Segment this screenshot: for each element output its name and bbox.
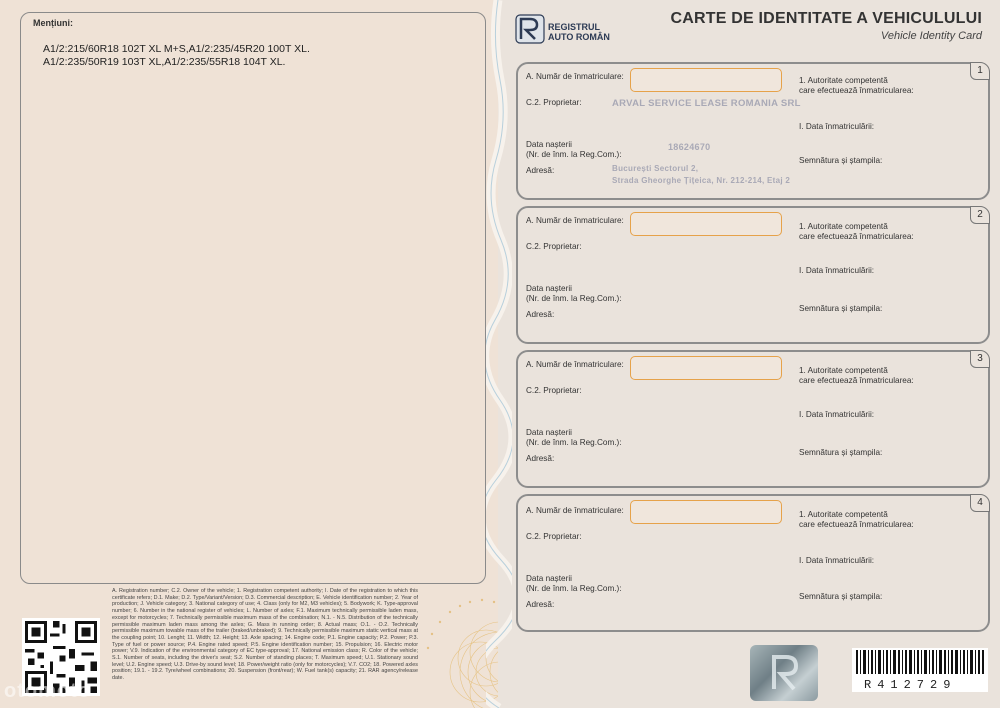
reg-date-label: I. Data înmatriculării: — [799, 266, 875, 275]
reg-com-value: 18624670 — [668, 142, 711, 152]
reg-number-field — [630, 68, 782, 92]
mentiuni-title: Mențiuni: — [33, 18, 73, 28]
reg-number-label: A. Număr de înmatriculare: — [526, 216, 624, 225]
address-label: Adresă: — [526, 310, 555, 319]
signature-label: Semnătura și ștampila: — [799, 304, 883, 313]
watermark: otomoto — [4, 680, 91, 702]
reg-number-label: A. Număr de înmatriculare: — [526, 506, 624, 515]
registration-card-1 — [516, 62, 990, 200]
owner-value: ARVAL SERVICE LEASE ROMANIA SRL — [612, 98, 801, 109]
address-line1: București Sectorul 2, — [612, 164, 699, 173]
card-number: 2 — [970, 206, 990, 224]
document-title: CARTE DE IDENTITATE A VEHICULULUI — [670, 10, 982, 27]
authority-label: 1. Autoritate competentă care efectuează înmatricularea: — [799, 76, 914, 95]
address-label: Adresă: — [526, 600, 555, 609]
card-number: 3 — [970, 350, 990, 368]
birth-date-label: Data nașterii (Nr. de înm. la Reg.Com.): — [526, 428, 622, 447]
address-line2: Strada Gheorghe Țițeica, Nr. 212-214, Etaj 2 — [612, 176, 791, 185]
mentiuni-text — [43, 43, 310, 69]
reg-date-label: I. Data înmatriculării: — [799, 410, 875, 419]
logo-text — [548, 22, 610, 42]
owner-label: C.2. Proprietar: — [526, 242, 582, 251]
page-divider — [486, 0, 512, 708]
owner-label: C.2. Proprietar: — [526, 98, 582, 107]
owner-label: C.2. Proprietar: — [526, 532, 582, 541]
field-legend: A. Registration number; C.2. Owner of the vehicle; 1. Registration competent authority; I. Date of the registration to which this certificate refers; D.1. Make; D.2. Type/Variant/Version; D.3. Commercial description; E. Vehicle identification number; 2. Year of production; J. Vehicle category; 3. National category of use; 4. Class (only for M2, M3 vehicles); 5. Bodywork; K. Type-approval number; 6. Number in the national register of vehicles; L. Number of axles; F.1. Maximum technically permissible laden mass, except for motorcycles; 7. Technically permissible maximum mass of the combination; N.1. - N.5. Distribution of the technically permissible maximum laden mass among the axles; G. Mass in running order; 8. Actual mass; O.1. - O.2. Technically permissible maximum towable mass of the trailer (braked/unbraked); 9. Technically permissible maximum static vertical mass at the coupling point; 10. Lenght; 11. Width; 12. Height; 13. Axle spacing; 14. Engine code; P.1. Engine capacity; P.2. Power; P.3. Type of fuel or power source; P.4. Engine rated speed; P.5. Engine identification number; 15. Propulsion; 16. Electric motor power; V.9. Indication of the environmental category of EC type-approval; 17. National emission class; R. Color of the vehicle; S.1. Number of seats, including the driver's seat; S.2. Number of standing places; T. Maximum speed; U.1. Stationary sound level; U.2. Engine speed; U.3. Drive-by sound level; 18. Power/weight ratio (only for motorcycles); V.7. CO2; 18. Powered axles position; 19.1. - 19.2. Tyre/wheel combinations; 20. Suspension (front/rear); W. Fuel tank(s) capacity; 21. RAR agency/release date. — [112, 588, 418, 682]
signature-label: Semnătura și ștampila: — [799, 156, 883, 165]
birth-date-label: Data nașterii (Nr. de înm. la Reg.Com.): — [526, 284, 622, 303]
authority-label: 1. Autoritate competentă care efectuează înmatricularea: — [799, 222, 914, 241]
rar-logo-icon — [515, 14, 545, 44]
reg-number-label: A. Număr de înmatriculare: — [526, 360, 624, 369]
reg-number-label: A. Număr de înmatriculare: — [526, 72, 624, 81]
barcode-number: R412729 — [864, 678, 957, 692]
address-label: Adresă: — [526, 166, 555, 175]
mentiuni-line: A1/2:235/50R19 103T XL,A1/2:235/55R18 104T XL. — [43, 56, 286, 68]
reg-date-label: I. Data înmatriculării: — [799, 122, 875, 131]
address-label: Adresă: — [526, 454, 555, 463]
mentiuni-line: A1/2:215/60R18 102T XL M+S,A1/2:235/45R20 100T XL. — [43, 43, 310, 55]
logo-line2: AUTO ROMÂN — [548, 32, 610, 42]
signature-label: Semnătura și ștampila: — [799, 592, 883, 601]
signature-label: Semnătura și ștampila: — [799, 448, 883, 457]
reg-number-field — [630, 356, 782, 380]
logo-line1: REGISTRUL — [548, 22, 601, 32]
owner-label: C.2. Proprietar: — [526, 386, 582, 395]
birth-date-label: Data nașterii (Nr. de înm. la Reg.Com.): — [526, 574, 622, 593]
reg-number-field — [630, 500, 782, 524]
card-number: 1 — [970, 62, 990, 80]
mentiuni-box — [20, 12, 486, 584]
registration-card-2 — [516, 206, 990, 344]
card-number: 4 — [970, 494, 990, 512]
reg-date-label: I. Data înmatriculării: — [799, 556, 875, 565]
reg-number-field — [630, 212, 782, 236]
hologram-icon — [750, 645, 818, 701]
authority-label: 1. Autoritate competentă care efectuează înmatricularea: — [799, 366, 914, 385]
authority-label: 1. Autoritate competentă care efectuează înmatricularea: — [799, 510, 914, 529]
document-subtitle: Vehicle Identity Card — [880, 30, 982, 42]
registration-card-3 — [516, 350, 990, 488]
registration-card-4 — [516, 494, 990, 632]
birth-date-label: Data nașterii (Nr. de înm. la Reg.Com.): — [526, 140, 622, 159]
